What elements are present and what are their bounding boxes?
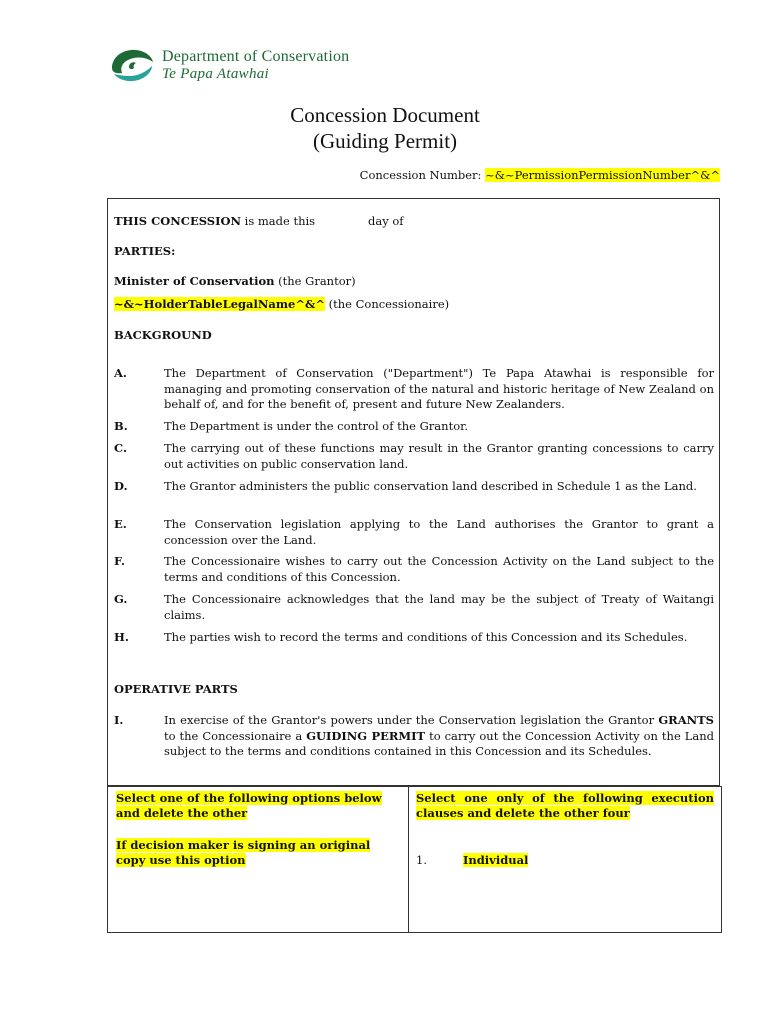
doc-koru-logo-icon <box>106 46 156 86</box>
left-signing-note <box>116 838 402 868</box>
background-item-e-letter: E. <box>114 517 127 531</box>
concession-number <box>360 168 720 182</box>
grantor-role: (the Grantor) <box>274 274 356 288</box>
intro-day-of: day of <box>368 214 404 228</box>
operative-heading: OPERATIVE PARTS <box>114 682 238 696</box>
left-instruction-note-text: Select one of the following options below and delete the other <box>116 791 382 820</box>
background-item-a-text: The Department of Conservation ("Department") Te Papa Atawhai is responsible for managing and promoting conservation of the natural and historic heritage of New Zealand on behalf of, and for the benefit of, present and future New Zealanders. <box>164 366 714 412</box>
operative-text-c: to carry out the Concession Activity on the Land subject to the terms and conditions contained in this Concession and its Schedules. <box>164 728 715 759</box>
document-title <box>0 102 770 154</box>
intro-lead: THIS CONCESSION <box>114 214 241 228</box>
org-name: Department of Conservation <box>162 48 350 65</box>
left-signing-note-text: If decision maker is signing an original copy use this option <box>116 838 371 867</box>
background-item-d-letter: D. <box>114 479 128 493</box>
background-item-a-letter: A. <box>114 366 127 380</box>
background-item-g-letter: G. <box>114 592 128 606</box>
operative-item-text <box>164 713 714 760</box>
grantor-name: Minister of Conservation <box>114 274 275 288</box>
document-title-line-1: Concession Document <box>290 103 480 127</box>
intro-line <box>114 214 315 230</box>
background-item-g-text: The Concessionaire acknowledges that the land may be the subject of Treaty of Waitangi claims. <box>164 592 714 622</box>
operative-item-letter: I. <box>114 713 124 727</box>
document-title-line-2: (Guiding Permit) <box>312 129 458 153</box>
concession-number-label: Concession Number: <box>359 168 486 182</box>
clause-individual-label: Individual <box>463 853 529 867</box>
execution-options-divider <box>408 786 409 933</box>
operative-text-b: to the Concessionaire a <box>164 728 307 743</box>
background-item-c-letter: C. <box>114 441 127 455</box>
background-item-b-letter: B. <box>114 419 128 433</box>
org-maori-name: Te Papa Atawhai <box>162 66 270 82</box>
right-instruction-note <box>416 791 714 821</box>
background-item-f-text: The Concessionaire wishes to carry out the Concession Activity on the Land subject to the terms and conditions of this Concession. <box>164 554 714 584</box>
holder-name-field: ~&~HolderTableLegalName^&^ <box>114 297 325 311</box>
background-item-b-text: The Department is under the control of the Grantor. <box>164 419 469 433</box>
party-concessionaire <box>114 297 449 313</box>
clause-number: 1. <box>416 853 427 867</box>
background-item-h-letter: H. <box>114 630 129 644</box>
org-logo <box>106 46 406 88</box>
operative-grants: GRANTS <box>658 713 714 727</box>
background-item-f-letter: F. <box>114 554 126 568</box>
background-item-d-text: The Grantor administers the public conservation land described in Schedule 1 as the Land. <box>164 479 697 493</box>
left-instruction-note <box>116 791 402 821</box>
parties-heading: PARTIES: <box>114 244 176 258</box>
clause-individual <box>463 853 528 868</box>
background-item-h-text: The parties wish to record the terms and conditions of this Concession and its Schedules. <box>164 630 688 644</box>
party-grantor <box>114 274 356 290</box>
background-item-e-text: The Conservation legislation applying to the Land authorises the Grantor to grant a concession over the Land. <box>164 517 714 547</box>
intro-rest: is made this <box>240 214 316 228</box>
concessionaire-role: (the Concessionaire) <box>324 297 450 311</box>
operative-guiding-permit: GUIDING PERMIT <box>306 728 426 743</box>
concession-number-field: ~&~PermissionPermissionNumber^&^ <box>485 168 720 182</box>
right-instruction-note-text: Select one only of the following execution clauses and delete the other four <box>416 791 714 820</box>
operative-text-a: In exercise of the Grantor's powers under the Conservation legislation the Grantor <box>164 713 659 727</box>
background-heading: BACKGROUND <box>114 328 212 342</box>
background-item-c-text: The carrying out of these functions may result in the Grantor granting concessions to carry out activities on public conservation land. <box>164 441 714 471</box>
